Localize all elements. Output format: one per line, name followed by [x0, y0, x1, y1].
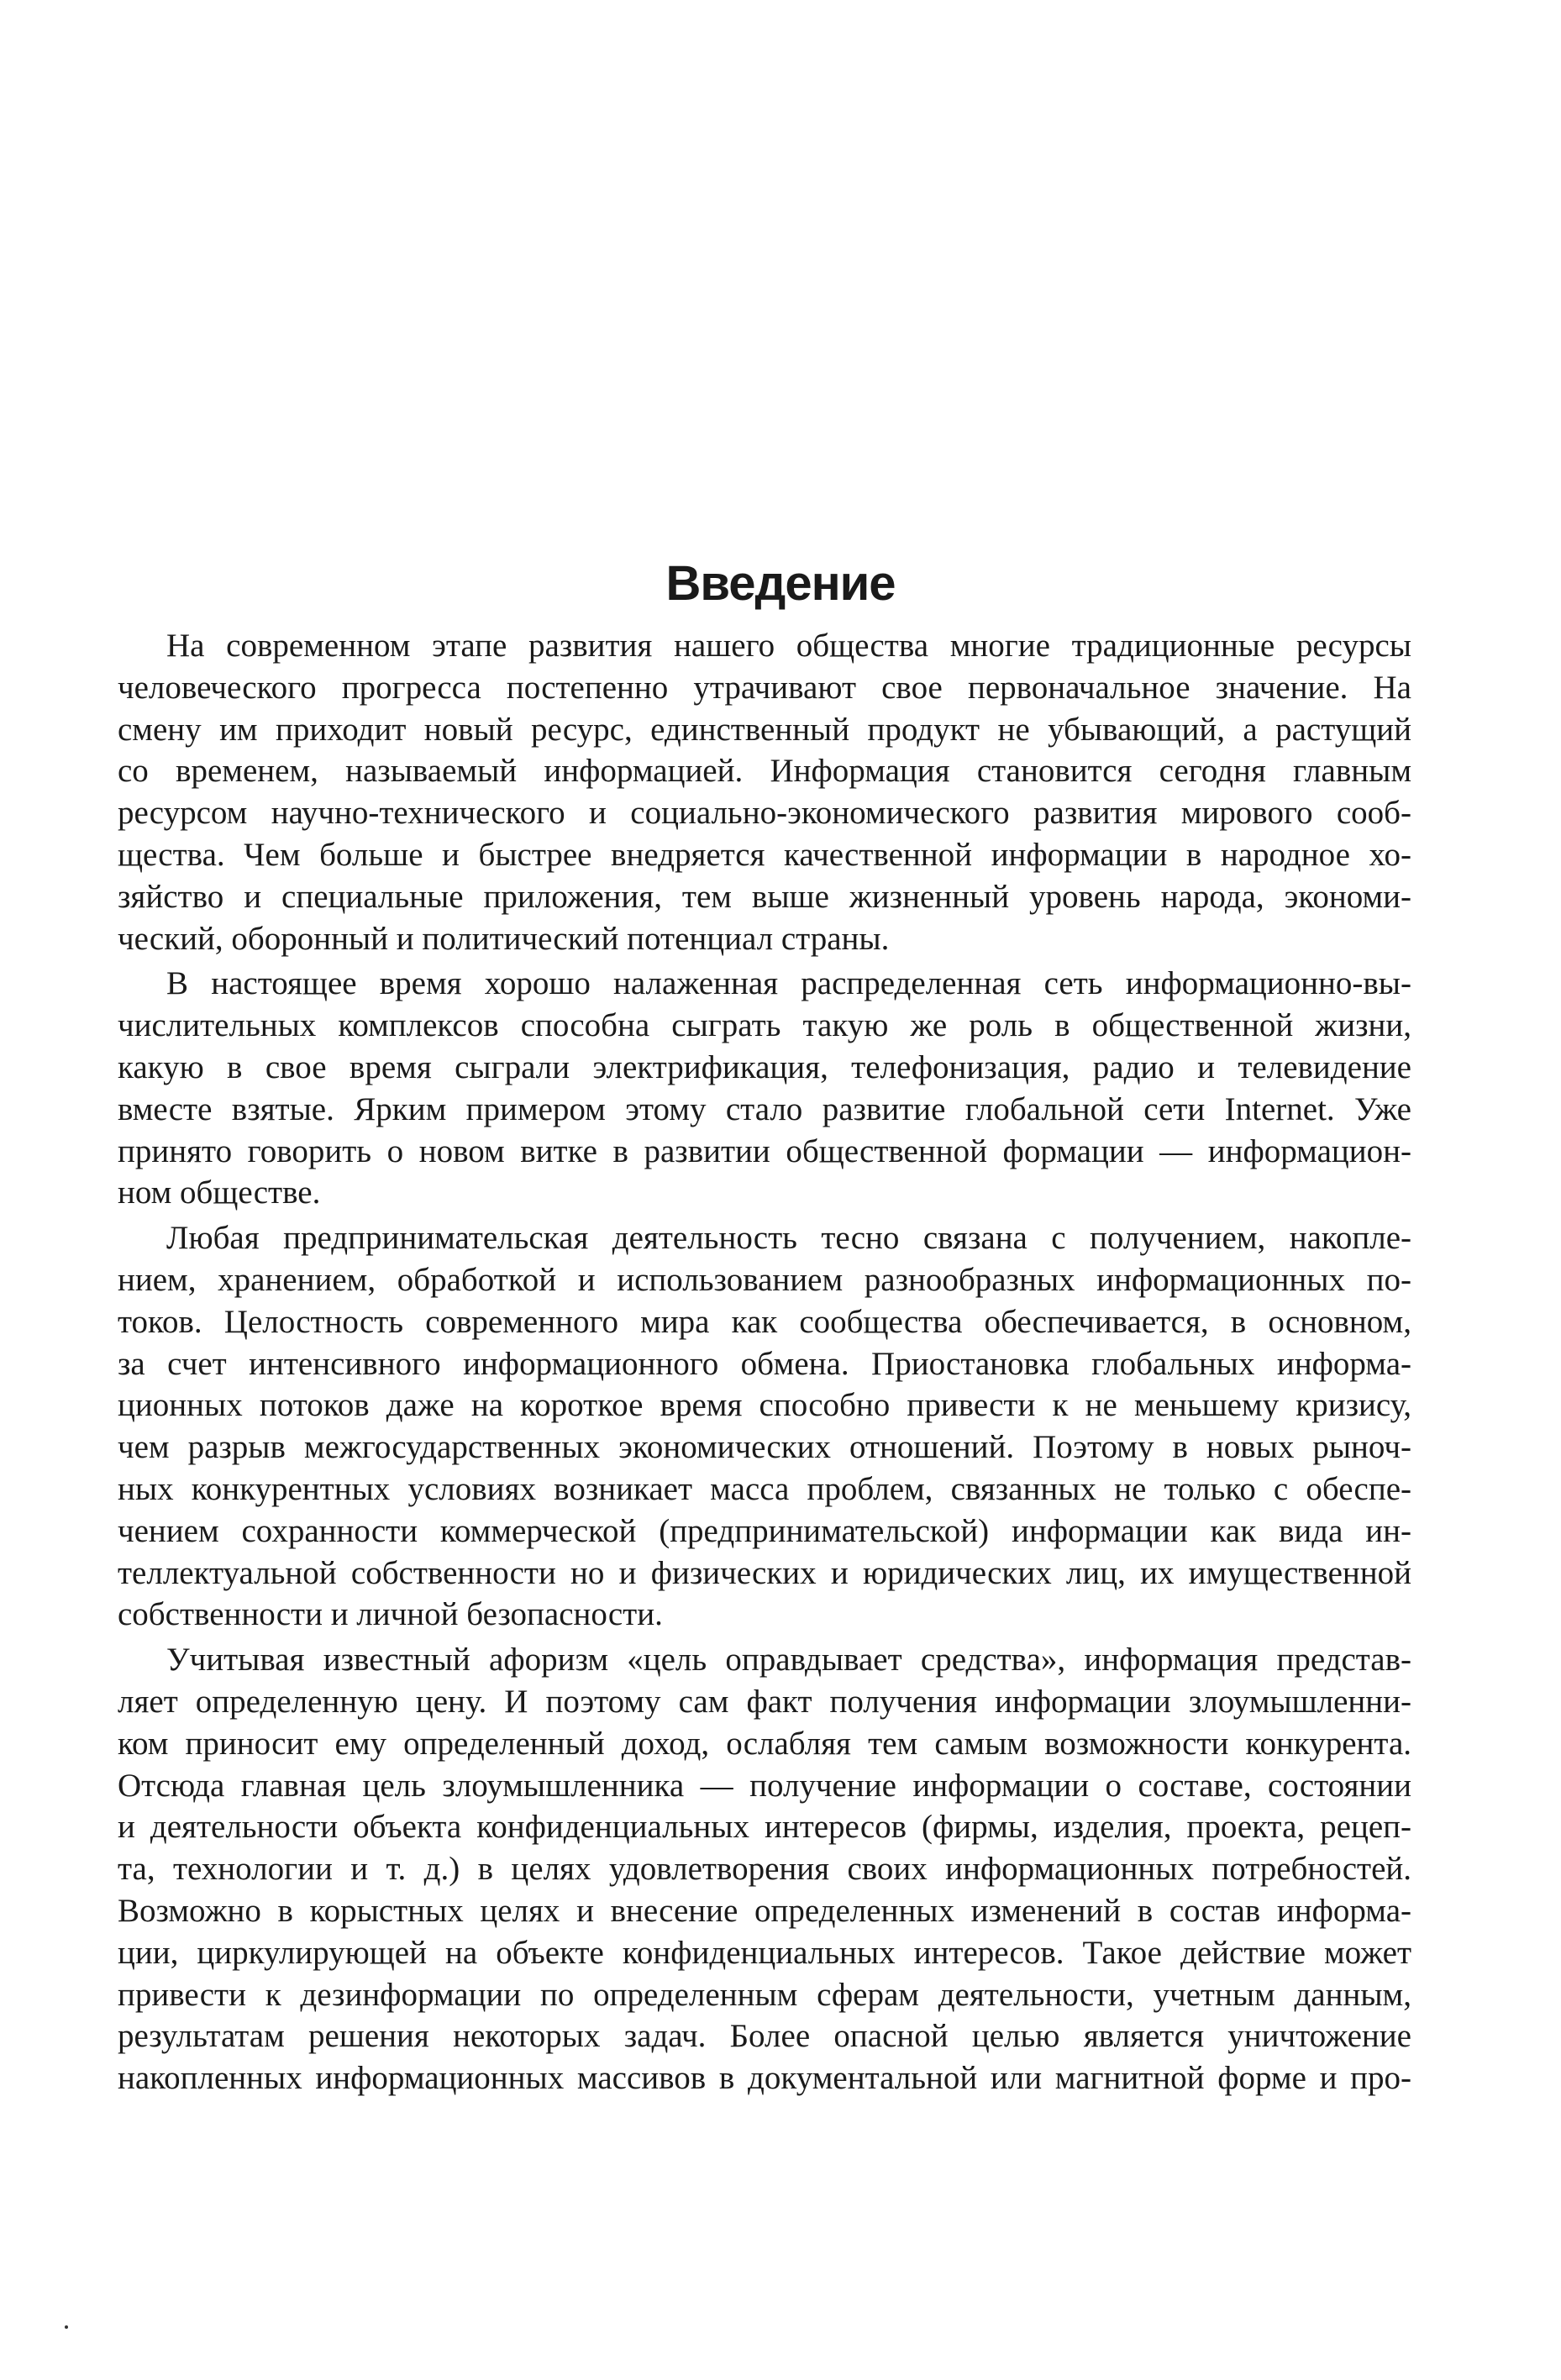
text-line: Возможно в корыстных целях и внесение определенных изменений в состав информа- [118, 1892, 1411, 1929]
body-text [118, 625, 1411, 2099]
text-line: какую в свое время сыграли электрификация, телефонизация, радио и телевидение [118, 1048, 1411, 1085]
text-line: чением сохранности коммерческой (предпринимательской) информации как вида ин- [118, 1512, 1411, 1549]
text-line: В настоящее время хорошо налаженная распределенная сеть информационно-вы- [166, 965, 1411, 1002]
text-line: ции, циркулирующей на объекте конфиденциальных интересов. Такое действие может [118, 1934, 1411, 1971]
text-line: нием, хранением, обработкой и использованием разнообразных информационных по- [118, 1261, 1411, 1298]
text-line: ном обществе. [118, 1174, 321, 1211]
text-line: и деятельности объекта конфиденциальных интересов (фирмы, изделия, проекта, рецеп- [118, 1809, 1411, 1846]
text-line: теллектуальной собственности но и физических и юридических лиц, их имущественной [118, 1554, 1411, 1591]
text-line: токов. Целостность современного мира как сообщества обеспечивается, в основном, [118, 1303, 1411, 1340]
text-line: принято говорить о новом витке в развитии общественной формации — информацион- [118, 1132, 1411, 1169]
text-line: ресурсом научно-технического и социально-экономического развития мирового сооб- [118, 795, 1411, 832]
text-line: привести к дезинформации по определенным сферам деятельности, учетным данным, [118, 1976, 1411, 2013]
text-line: Учитывая известный афоризм «цель оправдывает средства», информация представ- [166, 1642, 1411, 1679]
text-line: смену им приходит новый ресурс, единственный продукт не убывающий, а растущий [118, 711, 1411, 748]
text-line: ческий, оборонный и политический потенциал страны. [118, 920, 890, 957]
text-line: человеческого прогресса постепенно утрачивают свое первоначальное значение. На [118, 669, 1411, 706]
text-line: ляет определенную цену. И поэтому сам факт получения информации злоумышленни- [118, 1683, 1411, 1720]
page-title: Введение [665, 556, 896, 611]
text-line: На современном этапе развития нашего общества многие традиционные ресурсы [166, 628, 1411, 664]
text-line: зяйство и специальные приложения, тем выше жизненный уровень народа, экономи- [118, 878, 1411, 915]
text-line: собственности и личной безопасности. [118, 1596, 663, 1633]
text-line: ных конкурентных условиях возникает масса проблем, связанных не только с обеспе- [118, 1470, 1411, 1507]
text-line: щества. Чем больше и быстрее внедряется качественной информации в народное хо- [118, 836, 1411, 873]
text-line: чем разрыв межгосударственных экономических отношений. Поэтому в новых рыноч- [118, 1429, 1411, 1466]
text-line: со временем, называемый информацией. Информация становится сегодня главным [118, 753, 1411, 790]
text-line: ционных потоков даже на короткое время способно привести к не меньшему кризису, [118, 1387, 1411, 1424]
text-line: Отсюда главная цель злоумышленника — получение информации о составе, состоянии [118, 1767, 1411, 1804]
text-line: вместе взятые. Ярким примером этому стало развитие глобальной сети Internet. Уже [118, 1090, 1411, 1127]
text-line: результатам решения некоторых задач. Более опасной целью является уничтожение [118, 2018, 1411, 2055]
corner-dot [65, 2325, 68, 2329]
text-line: та, технологии и т. д.) в целях удовлетворения своих информационных потребностей. [118, 1851, 1411, 1888]
text-line: Любая предпринимательская деятельность тесно связана с получением, накопле- [166, 1220, 1411, 1257]
text-line: числительных комплексов способна сыграть такую же роль в общественной жизни, [118, 1007, 1411, 1044]
text-line: за счет интенсивного информационного обмена. Приостановка глобальных информа- [118, 1345, 1411, 1382]
text-line: ком приносит ему определенный доход, ослабляя тем самым возможности конкурента. [118, 1725, 1411, 1762]
text-line: накопленных информационных массивов в документальной или магнитной форме и про- [118, 2060, 1411, 2097]
